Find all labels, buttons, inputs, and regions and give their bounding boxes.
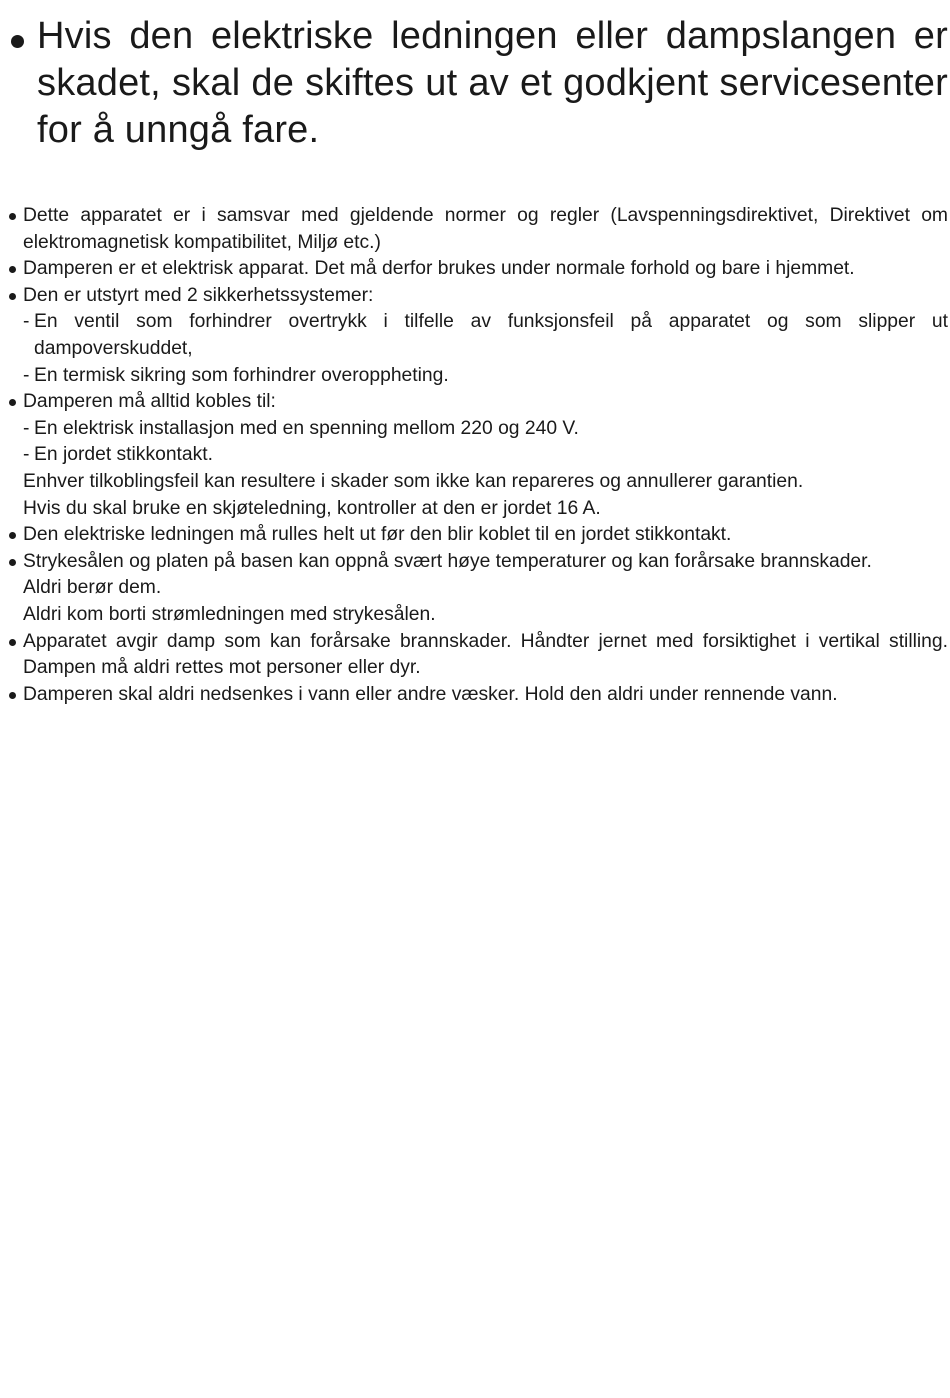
bullet-icon <box>9 399 16 406</box>
list-item <box>8 203 948 256</box>
lead-warning-text: Hvis den elektriske ledningen eller dampslangen er skadet, skal de skiftes ut av et godkjent servicesenter for å unngå fare. <box>37 15 948 151</box>
list-item <box>8 283 948 389</box>
list-item-text: Dette apparatet er i samsvar med gjeldende normer og regler (Lavspenningsdirektivet, Direktivet om elektromagnetisk kompatibilitet, Miljø etc.) <box>23 205 948 253</box>
list-item <box>8 256 948 283</box>
list-item-note: Hvis du skal bruke en skjøteledning, kontroller at den er jordet 16 A. <box>23 497 601 519</box>
list-item-text: Den elektriske ledningen må rulles helt ut før den blir koblet til en jordet stikkontakt. <box>23 524 732 546</box>
sub-item-text: En elektrisk installasjon med en spenning mellom 220 og 240 V. <box>34 417 579 439</box>
sub-item <box>23 416 948 443</box>
bullet-icon <box>9 559 16 566</box>
sub-item-text: En ventil som forhindrer overtrykk i tilfelle av funksjonsfeil på apparatet og som slipper ut dampoverskuddet, <box>34 311 948 359</box>
sub-item <box>23 309 948 362</box>
sub-item-text: En jordet stikkontakt. <box>34 444 213 466</box>
list-item-note: Enhver tilkoblingsfeil kan resultere i skader som ikke kan repareres og annullerer garantien. <box>23 470 804 492</box>
bullet-icon <box>9 293 16 300</box>
list-item-text: Den er utstyrt med 2 sikkerhetssystemer: <box>23 284 374 306</box>
bullet-icon <box>9 692 16 699</box>
bullet-icon <box>9 532 16 539</box>
list-item-text: Damperen må alltid kobles til: <box>23 391 276 413</box>
safety-list <box>8 203 948 708</box>
list-item-text: Damperen skal aldri nedsenkes i vann eller andre væsker. Hold den aldri under rennende vann. <box>23 683 838 705</box>
list-item-text: Apparatet avgir damp som kan forårsake brannskader. Håndter jernet med forsiktighet i vertikal stilling. Dampen må aldri rettes mot personer eller dyr. <box>23 630 948 679</box>
list-item <box>8 549 948 629</box>
list-item <box>8 522 948 549</box>
sub-item-text: En termisk sikring som forhindrer overoppheting. <box>34 364 449 386</box>
dash-marker: - <box>23 417 30 439</box>
list-item <box>8 389 948 522</box>
dash-marker: - <box>23 444 30 466</box>
bullet-icon <box>9 213 16 220</box>
list-item-text: Damperen er et elektrisk apparat. Det må derfor brukes under normale forhold og bare i hjemmet. <box>23 258 855 280</box>
sub-item <box>23 363 948 390</box>
list-item-text: Strykesålen og platen på basen kan oppnå svært høye temperaturer og kan forårsake brannskader. <box>23 550 872 572</box>
list-item-note: Aldri kom borti strømledningen med strykesålen. <box>23 603 436 625</box>
bullet-icon <box>9 639 16 646</box>
list-item <box>8 629 948 682</box>
dash-marker: - <box>23 311 30 333</box>
list-item-note: Aldri berør dem. <box>23 577 162 599</box>
dash-marker: - <box>23 364 30 386</box>
lead-warning <box>8 13 948 154</box>
bullet-icon <box>9 266 16 273</box>
sub-item <box>23 442 948 469</box>
bullet-icon <box>11 35 24 48</box>
list-item <box>8 682 948 709</box>
